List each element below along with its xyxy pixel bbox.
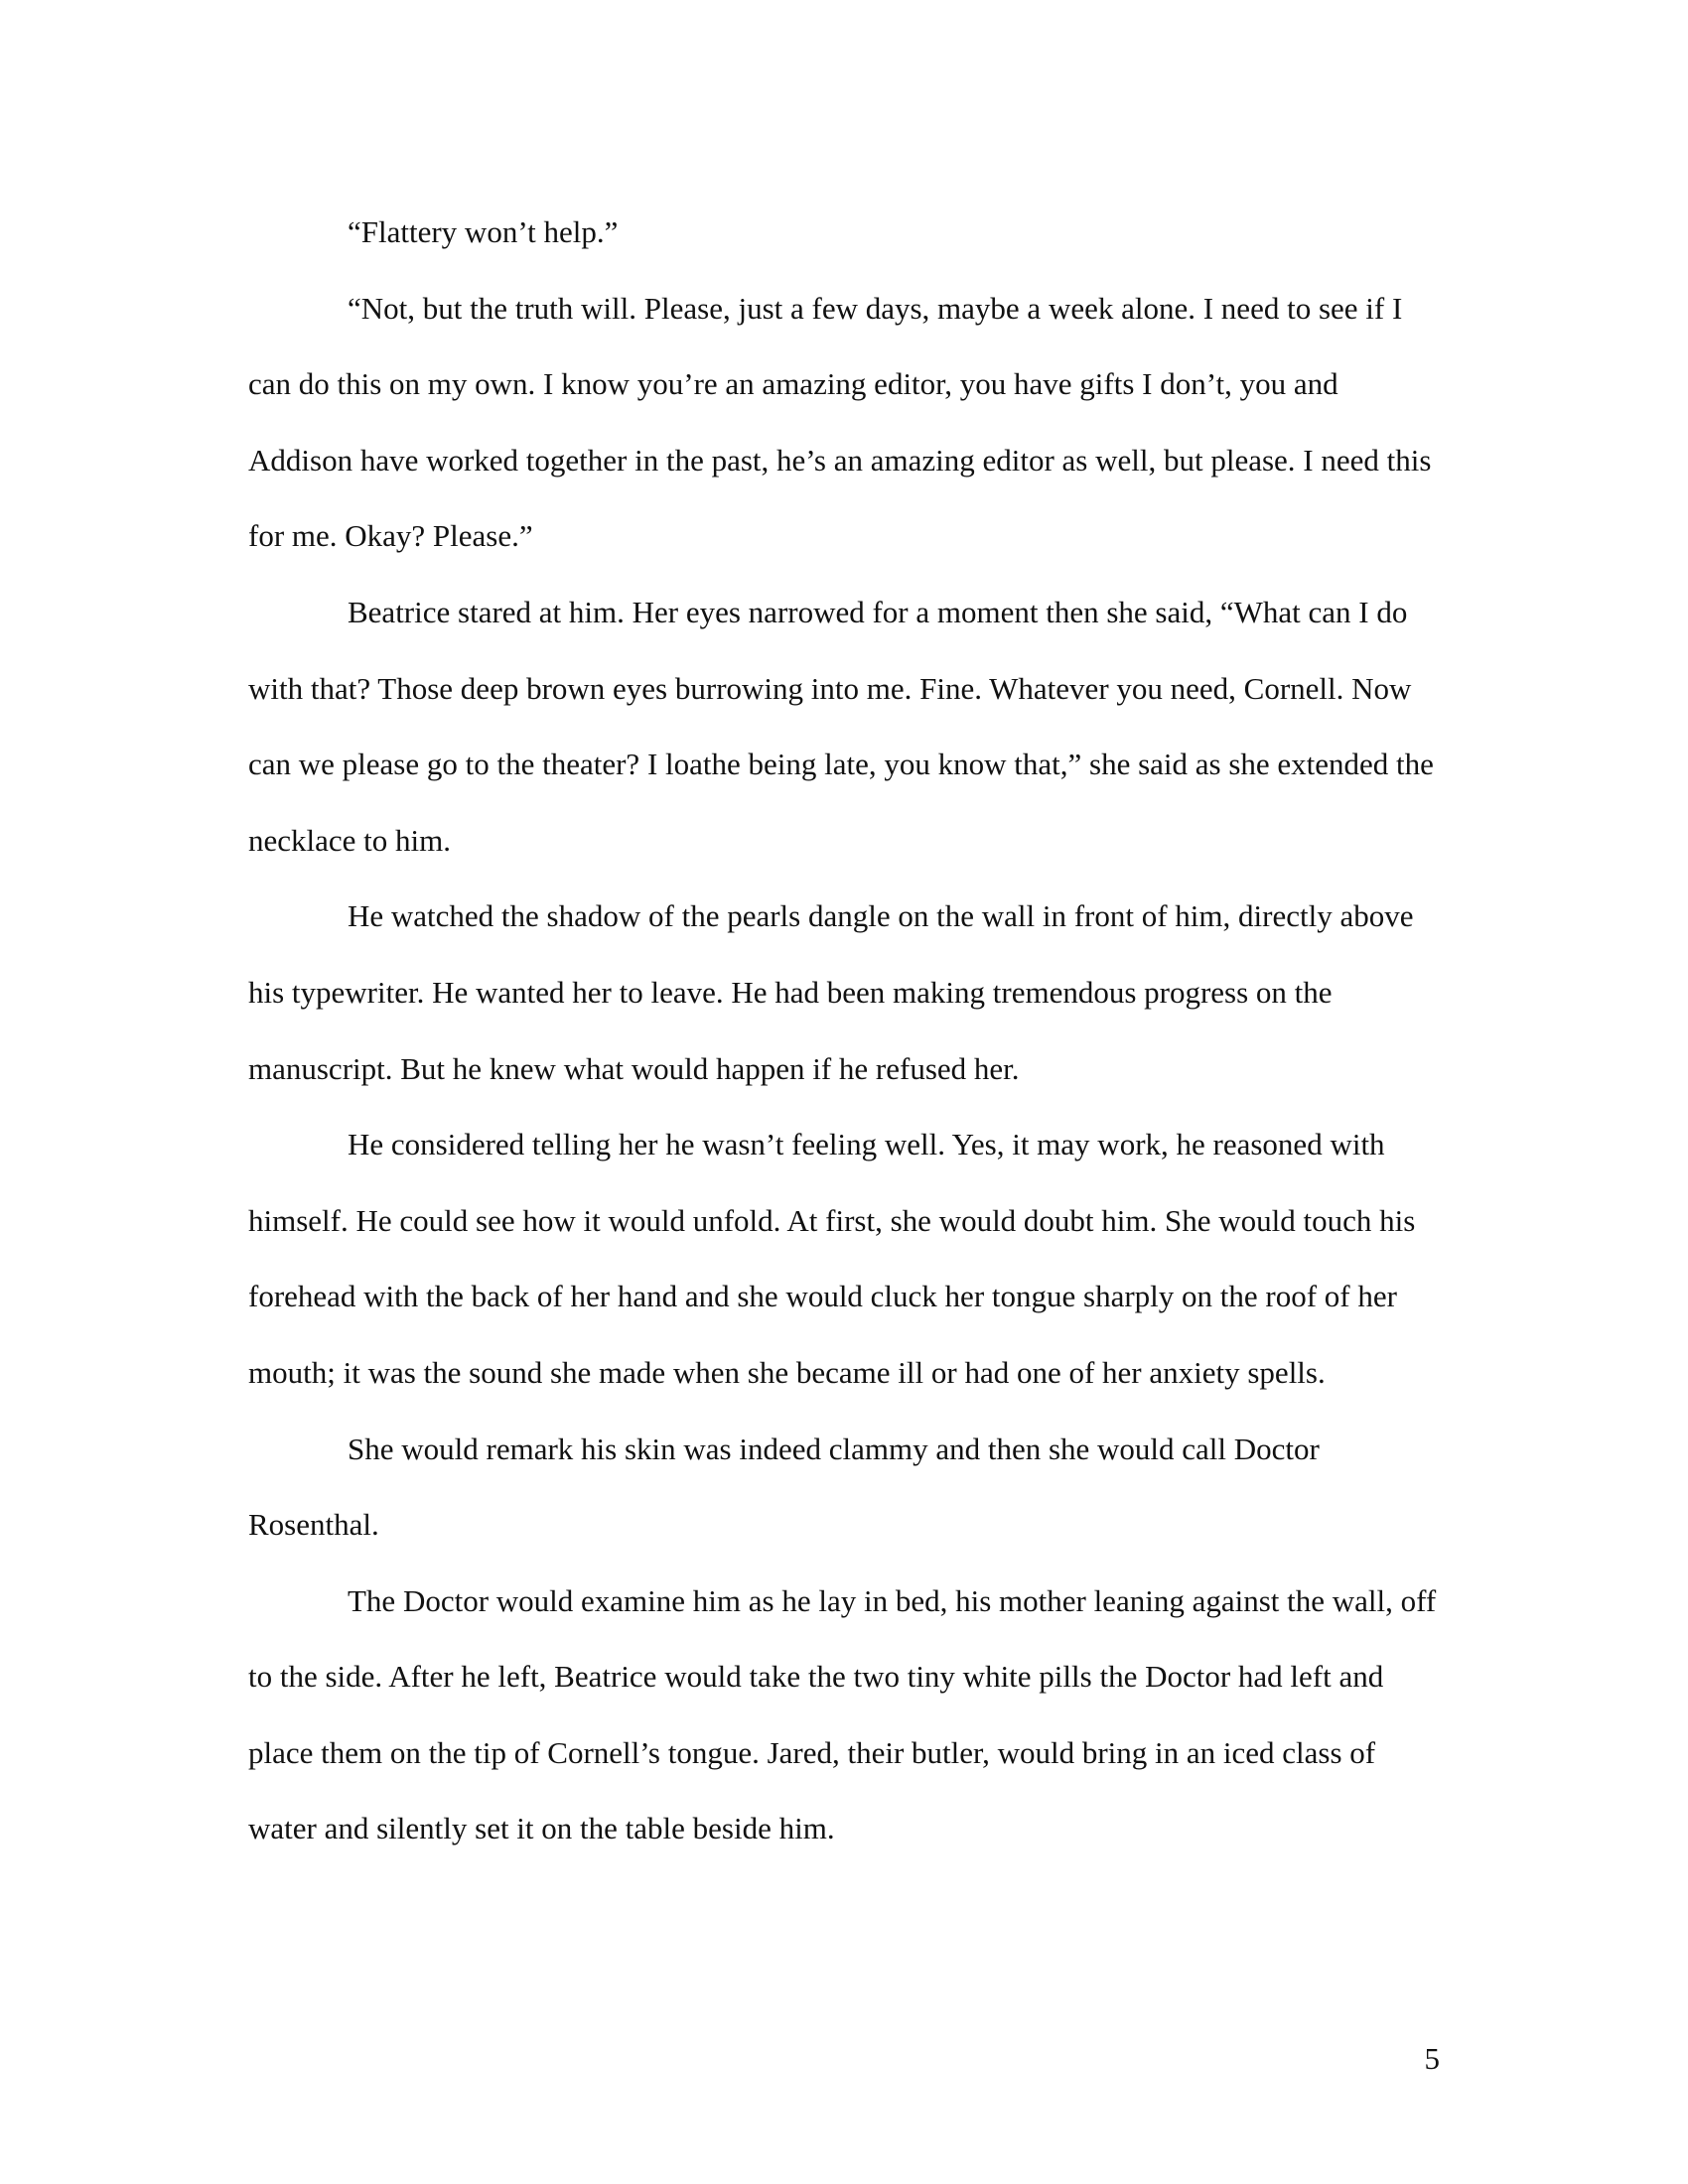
- paragraph-4: He watched the shadow of the pearls dangle on the wall in front of him, directly above his typewriter. He wanted her to leave. He had been making tremendous progress on the manuscript. But he knew what would happen if he refused her.: [248, 898, 1414, 1086]
- paragraph-1: “Flattery won’t help.”: [348, 214, 619, 249]
- paragraph-2: “Not, but the truth will. Please, just a few days, maybe a week alone. I need to see if I can do this on my own. I know you’re an amazing editor, you have gifts I don’t, you and Addison have worked together in the past, he’s an amazing editor as well, but please. I need this for me. Okay? Please.”: [248, 290, 1432, 554]
- paragraph-5: He considered telling her he wasn’t feeling well. Yes, it may work, he reasoned with himself. He could see how it would unfold. At first, she would doubt him. She would touch his forehead with the back of her hand and she would cluck her tongue sharply on the roof of her mouth; it was the sound she made when she became ill or had one of her anxiety spells.: [248, 1127, 1416, 1390]
- paragraph-7: The Doctor would examine him as he lay in bed, his mother leaning against the wall, off to the side. After he left, Beatrice would take the two tiny white pills the Doctor had left and place them on the tip of Cornell’s tongue. Jared, their butler, would bring in an iced class of water and silently set it on the table beside him.: [248, 1582, 1437, 1846]
- page-number: 5: [1424, 2041, 1440, 2076]
- paragraph-6: She would remark his skin was indeed clammy and then she would call Doctor Rosenthal.: [248, 1431, 1320, 1543]
- body-text: [248, 195, 1440, 1867]
- paragraph-3: Beatrice stared at him. Her eyes narrowed for a moment then she said, “What can I do with that? Those deep brown eyes burrowing into me. Fine. Whatever you need, Cornell. Now can we please go to the theater? I loathe being late, you know that,” she said as she extended the necklace to him.: [248, 594, 1434, 858]
